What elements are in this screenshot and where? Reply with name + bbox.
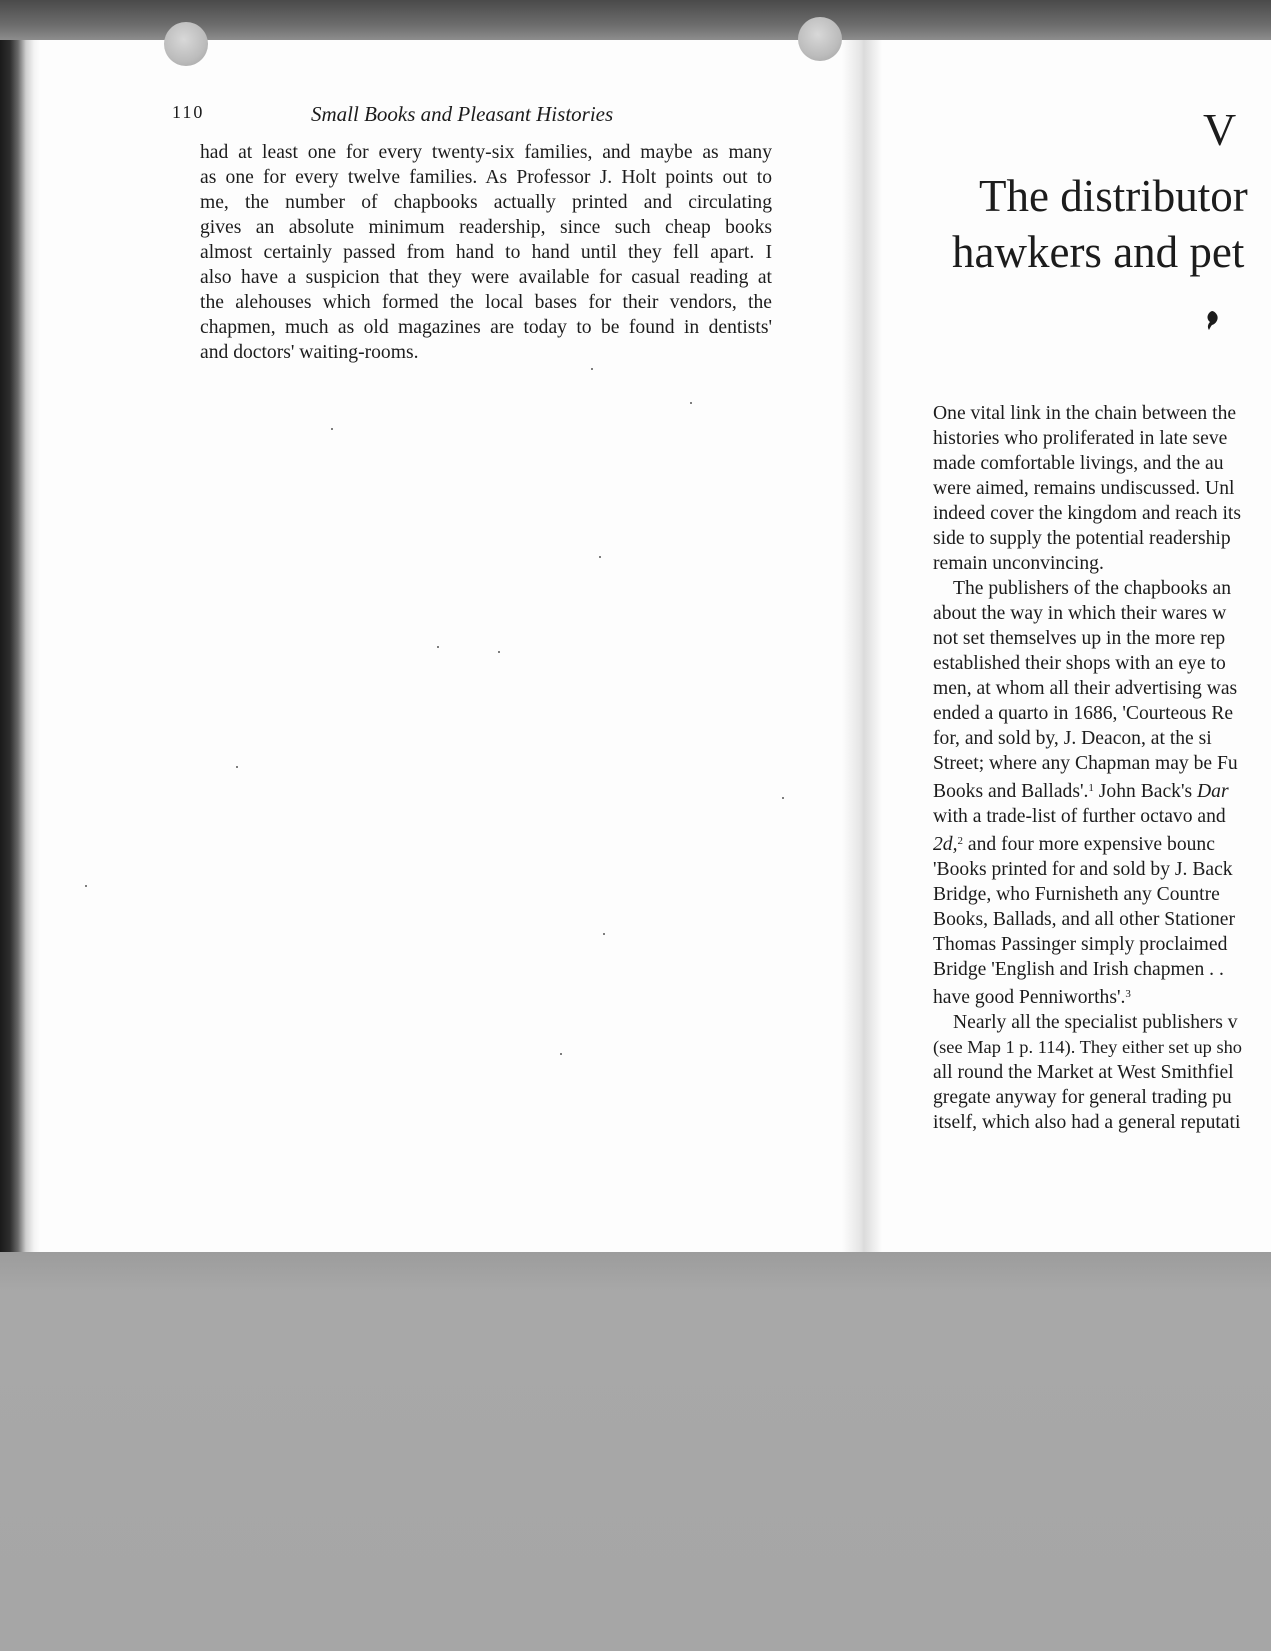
text-fragment: and four more expensive bounc — [963, 834, 1215, 855]
text-line: remain unconvincing. — [933, 553, 1104, 574]
dust-speck — [599, 556, 601, 558]
text-line: gives an absolute minimum readership, since such cheap books — [200, 217, 772, 238]
text-line: with a trade-list of further octavo and — [933, 806, 1226, 827]
dust-speck — [331, 428, 333, 430]
dust-speck — [498, 651, 500, 653]
text-line: all round the Market at West Smithfiel — [933, 1062, 1234, 1083]
text-line: (see Map 1 p. 114). They either set up sho — [933, 1037, 1242, 1057]
punch-hole — [798, 17, 842, 61]
dust-speck — [437, 646, 439, 648]
text-line: ended a quarto in 1686, 'Courteous Re — [933, 703, 1234, 724]
paragraph-text — [200, 140, 772, 365]
dust-speck — [560, 1053, 562, 1055]
text-fragment: John Back's — [1093, 781, 1198, 802]
text-line: men, at whom all their advertising was — [933, 678, 1238, 699]
dust-speck — [85, 885, 87, 887]
text-line: Thomas Passinger simply proclaimed — [933, 934, 1228, 955]
italic-title: Dar — [1197, 781, 1229, 802]
text-fragment: Books and Ballads'. — [933, 781, 1089, 802]
text-line: for, and sold by, J. Deacon, at the si — [933, 728, 1212, 749]
text-line: Nearly all the specialist publishers v — [953, 1012, 1238, 1033]
text-line: One vital link in the chain between the — [933, 403, 1237, 424]
fleuron-ornament-icon — [1204, 310, 1220, 332]
text-line: side to supply the potential readership — [933, 528, 1231, 549]
left-edge-shadow — [0, 40, 40, 1252]
text-line: gregate anyway for general trading pu — [933, 1087, 1232, 1108]
footnote-marker: 3 — [1125, 988, 1131, 1000]
text-line: were aimed, remains undiscussed. Unl — [933, 478, 1235, 499]
footnote-marker: 1 — [1088, 782, 1094, 794]
text-line: The publishers of the chapbooks an — [953, 578, 1232, 599]
dust-speck — [591, 368, 593, 370]
text-line: established their shops with an eye to — [933, 653, 1226, 674]
right-page — [933, 98, 1271, 1248]
text-line: Bridge 'English and Irish chapmen . . — [933, 959, 1224, 980]
text-line: Street; where any Chapman may be Fu — [933, 753, 1238, 774]
text-line: almost certainly passed from hand to hand until they fell apart. I — [200, 242, 772, 263]
text-line — [933, 829, 1271, 857]
dust-speck — [782, 797, 784, 799]
text-line: histories who proliferated in late seve — [933, 428, 1228, 449]
text-line: chapmen, much as old magazines are today to be found in dentists' — [200, 317, 772, 338]
text-fragment: 2d, — [933, 834, 958, 855]
chapter-title: hawkers and pet — [952, 227, 1245, 277]
dust-speck — [236, 766, 238, 768]
dust-speck — [603, 933, 605, 935]
text-line: Books, Ballads, and all other Stationer — [933, 909, 1236, 930]
text-line: also have a suspicion that they were available for casual reading at — [200, 267, 772, 288]
text-line: about the way in which their wares w — [933, 603, 1227, 624]
text-fragment: have good Penniworths'. — [933, 987, 1126, 1008]
chapter-number: V — [1203, 104, 1237, 155]
chapter-title: The distributor — [979, 171, 1248, 221]
page-number: 110 — [172, 102, 205, 122]
footnote-marker: 2 — [957, 835, 963, 847]
gutter-shadow — [842, 40, 882, 1252]
text-line — [933, 982, 1271, 1010]
left-page — [172, 102, 772, 363]
text-line: and doctors' waiting-rooms. — [200, 342, 419, 363]
text-line: Bridge, who Furnisheth any Countre — [933, 884, 1220, 905]
punch-hole — [164, 22, 208, 66]
text-line: not set themselves up in the more rep — [933, 628, 1226, 649]
page-header — [172, 102, 772, 132]
running-head: Small Books and Pleasant Histories — [311, 102, 614, 126]
paragraph-text — [933, 401, 1271, 1135]
text-line: as one for every twelve families. As Professor J. Holt points out to — [200, 167, 772, 188]
dust-speck — [690, 402, 692, 404]
text-line — [933, 776, 1271, 804]
text-line: made comfortable livings, and the au — [933, 453, 1224, 474]
text-line: itself, which also had a general reputati — [933, 1112, 1241, 1133]
scanner-bed-background — [0, 1252, 1271, 1651]
text-line: the alehouses which formed the local bases for their vendors, the — [200, 292, 772, 313]
text-line: me, the number of chapbooks actually printed and circulating — [200, 192, 772, 213]
text-line: 'Books printed for and sold by J. Back — [933, 859, 1233, 880]
text-line: had at least one for every twenty-six families, and maybe as many — [200, 142, 772, 163]
text-line: indeed cover the kingdom and reach its — [933, 503, 1241, 524]
